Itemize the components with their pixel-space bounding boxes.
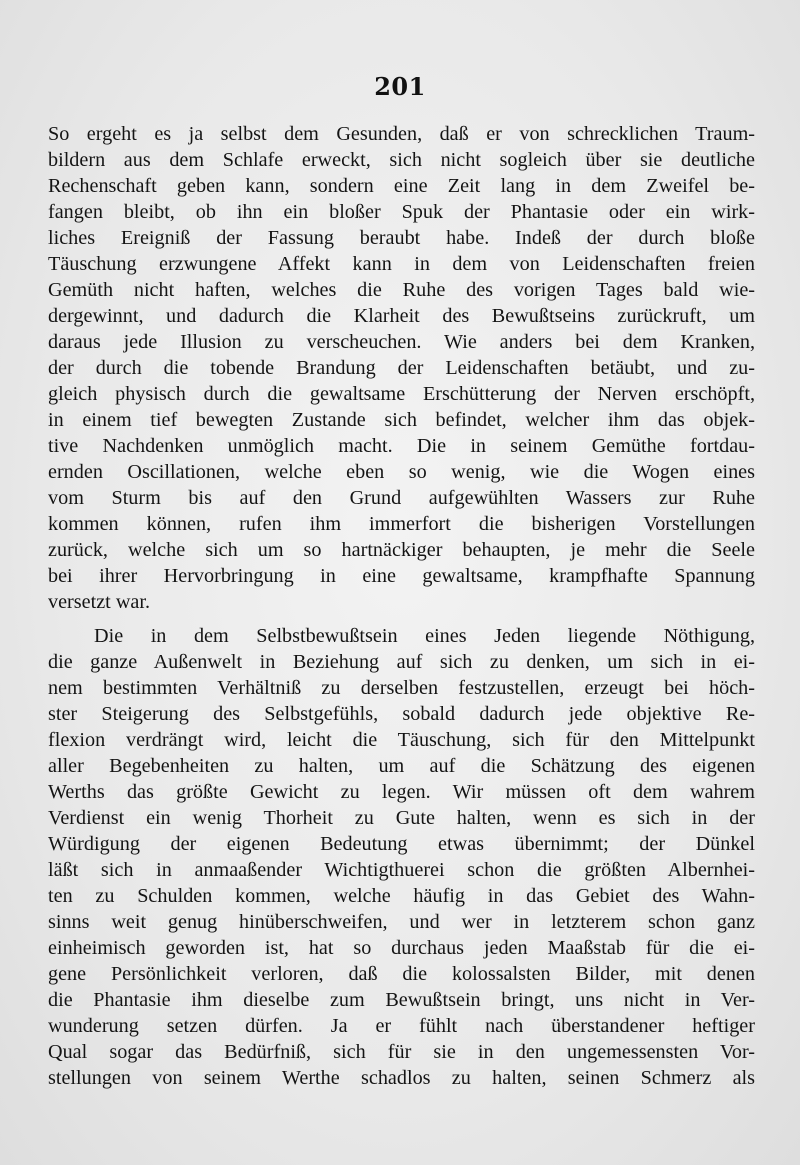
text-line: Die in dem Selbstbewußtsein eines Jeden liegende Nöthigung, xyxy=(94,625,755,647)
text-line: in einem tief bewegten Zustande sich befindet, welcher ihm das objek- xyxy=(48,409,755,431)
text-line: flexion verdrängt wird, leicht die Täuschung, sich für den Mittelpunkt xyxy=(48,729,755,751)
text-line: vom Sturm bis auf den Grund aufgewühlten Wassers zur Ruhe xyxy=(48,487,755,509)
text-line: daraus jede Illusion zu verscheuchen. Wie anders bei dem Kranken, xyxy=(48,331,755,353)
text-line: die Phantasie ihm dieselbe zum Bewußtsein bringt, uns nicht in Ver- xyxy=(48,989,755,1011)
text-line: ster Steigerung des Selbstgefühls, sobald dadurch jede objektive Re- xyxy=(48,703,755,725)
text-line: liches Ereigniß der Fassung beraubt habe. Indeß der durch bloße xyxy=(48,227,755,249)
text-line: Gemüth nicht haften, welches die Ruhe des vorigen Tages bald wie- xyxy=(48,279,755,301)
text-line: bildern aus dem Schlafe erweckt, sich nicht sogleich über sie deutliche xyxy=(48,149,755,171)
text-line: die ganze Außenwelt in Beziehung auf sich zu denken, um sich in ei- xyxy=(48,651,755,673)
text-line: gleich physisch durch die gewaltsame Erschütterung der Nerven erschöpft, xyxy=(48,383,755,405)
text-line: versetzt war. xyxy=(48,591,151,613)
text-line: tive Nachdenken unmöglich macht. Die in seinem Gemüthe fortdau- xyxy=(48,435,755,457)
text-line: fangen bleibt, ob ihn ein bloßer Spuk der Phantasie oder ein wirk- xyxy=(48,201,755,223)
text-line: ten zu Schulden kommen, welche häufig in das Gebiet des Wahn- xyxy=(48,885,755,907)
text-line: Würdigung der eigenen Bedeutung etwas übernimmt; der Dünkel xyxy=(48,833,755,855)
text-line: Täuschung erzwungene Affekt kann in dem von Leidenschaften freien xyxy=(48,253,755,275)
text-line: Qual sogar das Bedürfniß, sich für sie in den ungemessensten Vor- xyxy=(48,1041,755,1063)
paragraph-1 xyxy=(48,121,755,615)
text-line: sinns weit genug hinüberschweifen, und wer in letzterem schon ganz xyxy=(48,911,755,933)
text-line: ernden Oscillationen, welche eben so wenig, wie die Wogen eines xyxy=(48,461,755,483)
text-line: aller Begebenheiten zu halten, um auf die Schätzung des eigenen xyxy=(48,755,755,777)
text-line: wunderung setzen dürfen. Ja er fühlt nach überstandener heftiger xyxy=(48,1015,755,1037)
text-line: zurück, welche sich um so hartnäckiger behaupten, je mehr die Seele xyxy=(48,539,755,561)
text-line: Verdienst ein wenig Thorheit zu Gute halten, wenn es sich in der xyxy=(48,807,755,829)
text-line: dergewinnt, und dadurch die Klarheit des Bewußtseins zurückruft, um xyxy=(48,305,755,327)
text-line: stellungen von seinem Werthe schadlos zu halten, seinen Schmerz als xyxy=(48,1067,755,1089)
page-number: 201 xyxy=(374,72,426,101)
text-line: gene Persönlichkeit verloren, daß die kolossalsten Bilder, mit denen xyxy=(48,963,755,985)
text-line: kommen können, rufen ihm immerfort die bisherigen Vorstellungen xyxy=(48,513,755,535)
paragraph-2 xyxy=(48,623,755,1091)
text-line: Rechenschaft geben kann, sondern eine Zeit lang in dem Zweifel be- xyxy=(48,175,755,197)
text-line: bei ihrer Hervorbringung in eine gewaltsame, krampfhafte Spannung xyxy=(48,565,755,587)
text-line: einheimisch geworden ist, hat so durchaus jeden Maaßstab für die ei- xyxy=(48,937,755,959)
text-line: So ergeht es ja selbst dem Gesunden, daß er von schrecklichen Traum- xyxy=(48,123,755,145)
text-line: der durch die tobende Brandung der Leidenschaften betäubt, und zu- xyxy=(48,357,755,379)
text-line: Werths das größte Gewicht zu legen. Wir müssen oft dem wahrem xyxy=(48,781,755,803)
text-line: läßt sich in anmaaßender Wichtigthuerei schon die größten Albernhei- xyxy=(48,859,755,881)
page-body-text xyxy=(48,121,755,1091)
text-line: nem bestimmten Verhältniß zu derselben festzustellen, erzeugt bei höch- xyxy=(48,677,755,699)
